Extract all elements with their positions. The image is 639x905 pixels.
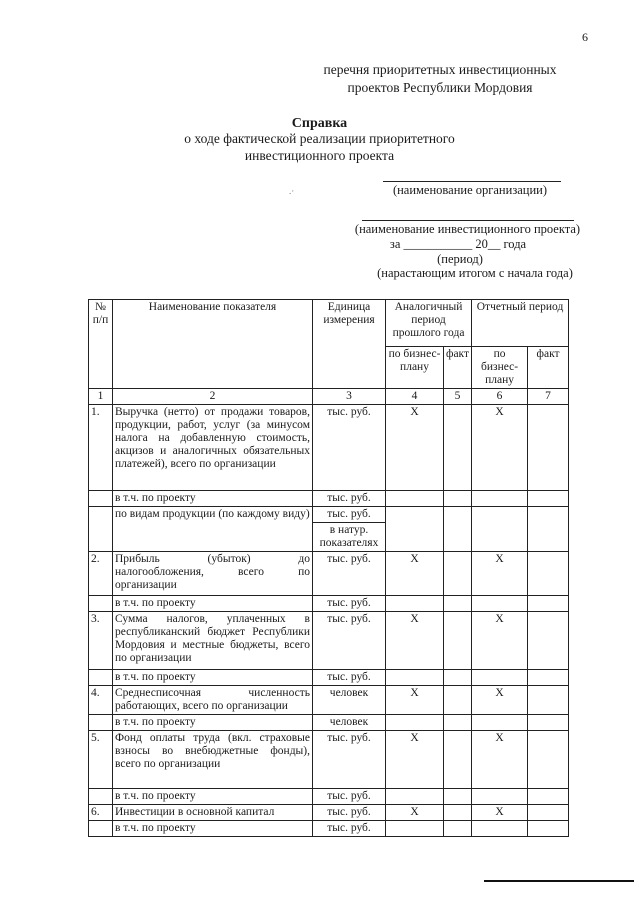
row-num: 1. <box>89 405 113 491</box>
row-name: Прибыль (убыток) до налогообложения, всего по организации <box>113 552 313 596</box>
row-prev-fact <box>444 491 472 507</box>
row-report-fact <box>528 805 569 821</box>
row-report-plan: X <box>472 731 528 789</box>
row-prev-fact <box>444 821 472 837</box>
table-row <box>89 491 569 507</box>
row-name: в т.ч. по проекту <box>113 715 313 731</box>
row-prev-plan: X <box>386 612 444 670</box>
header-report-plan: по бизнес-плану <box>472 347 528 389</box>
row-num <box>89 715 113 731</box>
col-number: 5 <box>444 389 472 405</box>
row-num: 2. <box>89 552 113 596</box>
row-name: в т.ч. по проекту <box>113 789 313 805</box>
organization-field-line <box>383 181 561 182</box>
row-prev-plan: X <box>386 731 444 789</box>
bottom-rule <box>484 880 634 882</box>
row-report-plan <box>472 821 528 837</box>
row-report-plan <box>472 507 528 552</box>
row-report-fact <box>528 405 569 491</box>
row-num: 4. <box>89 686 113 715</box>
row-report-plan: X <box>472 686 528 715</box>
row-prev-fact <box>444 612 472 670</box>
row-report-plan <box>472 715 528 731</box>
row-name: в т.ч. по проекту <box>113 491 313 507</box>
row-report-fact <box>528 821 569 837</box>
row-report-fact <box>528 612 569 670</box>
row-unit: тыс. руб. <box>313 670 386 686</box>
row-report-plan <box>472 491 528 507</box>
row-num <box>89 789 113 805</box>
row-report-fact <box>528 731 569 789</box>
header-line-1: перечня приоритетных инвестиционных <box>323 62 557 77</box>
row-prev-fact <box>444 596 472 612</box>
header-prev-plan: по бизнес-плану <box>386 347 444 389</box>
table-row <box>89 731 569 789</box>
row-name: Выручка (нетто) от продажи товаров, продукции, работ, услуг (за минусом налога на добавленную стоимость, акцизов и аналогичных обязательных платежей), всего по организации <box>113 405 313 491</box>
row-prev-plan <box>386 715 444 731</box>
row-prev-fact <box>444 686 472 715</box>
row-report-plan: X <box>472 405 528 491</box>
period-line: за ___________ 20__ года <box>389 237 527 251</box>
table-row <box>89 686 569 715</box>
row-name: в т.ч. по проекту <box>113 670 313 686</box>
table-row <box>89 805 569 821</box>
row-num <box>89 507 113 552</box>
row-prev-plan: X <box>386 405 444 491</box>
col-number: 6 <box>472 389 528 405</box>
row-unit: человек <box>313 686 386 715</box>
header-line-2: проектов Республики Мордовия <box>347 80 533 95</box>
row-unit: тыс. руб. <box>313 821 386 837</box>
row-prev-fact <box>444 552 472 596</box>
row-report-fact <box>528 789 569 805</box>
row-prev-plan <box>386 491 444 507</box>
row-unit: тыс. руб. <box>313 596 386 612</box>
row-prev-fact <box>444 731 472 789</box>
row-unit: тыс. руб. <box>313 552 386 596</box>
row-report-fact <box>528 596 569 612</box>
row-report-plan: X <box>472 805 528 821</box>
header-report-period: Отчетный период <box>472 300 569 347</box>
row-report-plan: X <box>472 552 528 596</box>
col-number: 7 <box>528 389 569 405</box>
row-num: 5. <box>89 731 113 789</box>
row-name: по видам продукции (по каждому виду) <box>113 507 313 552</box>
header-prev-fact: факт <box>444 347 472 389</box>
page-number: 6 <box>582 30 588 44</box>
row-name: Сумма налогов, уплаченных в республиканский бюджет Республики Мордовия и местные бюджеты, всего по организации <box>113 612 313 670</box>
row-report-plan <box>472 670 528 686</box>
row-num <box>89 491 113 507</box>
row-report-fact <box>528 507 569 552</box>
row-prev-plan <box>386 821 444 837</box>
project-caption: (наименование инвестиционного проекта) <box>354 222 581 236</box>
row-unit: тыс. руб. <box>313 507 386 523</box>
row-report-fact <box>528 670 569 686</box>
header-row <box>89 300 569 347</box>
indicators-table <box>88 299 569 837</box>
row-unit: тыс. руб. <box>313 789 386 805</box>
header-report-fact: факт <box>528 347 569 389</box>
column-number-row <box>89 389 569 405</box>
document-title: Справка <box>291 116 348 131</box>
row-prev-fact <box>444 805 472 821</box>
row-report-fact <box>528 686 569 715</box>
table-row <box>89 507 569 523</box>
table-row <box>89 789 569 805</box>
row-prev-plan <box>386 507 444 552</box>
row-name: в т.ч. по проекту <box>113 596 313 612</box>
table-row <box>89 715 569 731</box>
cumulative-note: (нарастающим итогом с начала года) <box>377 266 573 280</box>
row-name: Среднесписочная численность работающих, всего по организации <box>113 686 313 715</box>
row-name: Фонд оплаты труда (вкл. страховые взносы во внебюджетные фонды), всего по организации <box>113 731 313 789</box>
row-prev-plan <box>386 596 444 612</box>
project-field-line <box>362 220 574 221</box>
row-report-plan: X <box>472 612 528 670</box>
subtitle-line-2: инвестиционного проекта <box>244 148 395 163</box>
row-prev-fact <box>444 670 472 686</box>
table-row <box>89 552 569 596</box>
row-name: Инвестиции в основной капитал <box>113 805 313 821</box>
row-prev-plan: X <box>386 805 444 821</box>
row-unit: человек <box>313 715 386 731</box>
row-unit: тыс. руб. <box>313 405 386 491</box>
row-num <box>89 821 113 837</box>
scan-mark: .· <box>289 186 295 196</box>
table-row <box>89 612 569 670</box>
row-num <box>89 596 113 612</box>
row-report-fact <box>528 715 569 731</box>
table-row <box>89 821 569 837</box>
row-prev-fact <box>444 405 472 491</box>
row-num: 6. <box>89 805 113 821</box>
col-number: 4 <box>386 389 444 405</box>
row-unit-natural: в натур. показателях <box>313 523 386 552</box>
row-name: в т.ч. по проекту <box>113 821 313 837</box>
header-prev-period: Аналогичный период прошлого года <box>386 300 472 347</box>
subtitle-line-1: о ходе фактической реализации приоритетного <box>184 131 455 146</box>
row-report-plan <box>472 789 528 805</box>
col-number: 1 <box>89 389 113 405</box>
row-report-fact <box>528 491 569 507</box>
row-unit: тыс. руб. <box>313 805 386 821</box>
header-name: Наименование показателя <box>113 300 313 389</box>
row-prev-fact <box>444 789 472 805</box>
row-num: 3. <box>89 612 113 670</box>
row-prev-plan: X <box>386 686 444 715</box>
table-row <box>89 405 569 491</box>
header-unit: Единица измерения <box>313 300 386 389</box>
col-number: 3 <box>313 389 386 405</box>
row-report-fact <box>528 552 569 596</box>
table-row <box>89 596 569 612</box>
row-prev-plan: X <box>386 552 444 596</box>
organization-caption: (наименование организации) <box>392 183 548 197</box>
row-unit: тыс. руб. <box>313 612 386 670</box>
row-unit: тыс. руб. <box>313 491 386 507</box>
row-report-plan <box>472 596 528 612</box>
row-prev-plan <box>386 670 444 686</box>
row-prev-plan <box>386 789 444 805</box>
col-number: 2 <box>113 389 313 405</box>
table-row <box>89 670 569 686</box>
row-prev-fact <box>444 507 472 552</box>
row-prev-fact <box>444 715 472 731</box>
row-unit: тыс. руб. <box>313 731 386 789</box>
period-caption: (период) <box>437 252 483 266</box>
row-num <box>89 670 113 686</box>
header-num: № п/п <box>89 300 113 389</box>
